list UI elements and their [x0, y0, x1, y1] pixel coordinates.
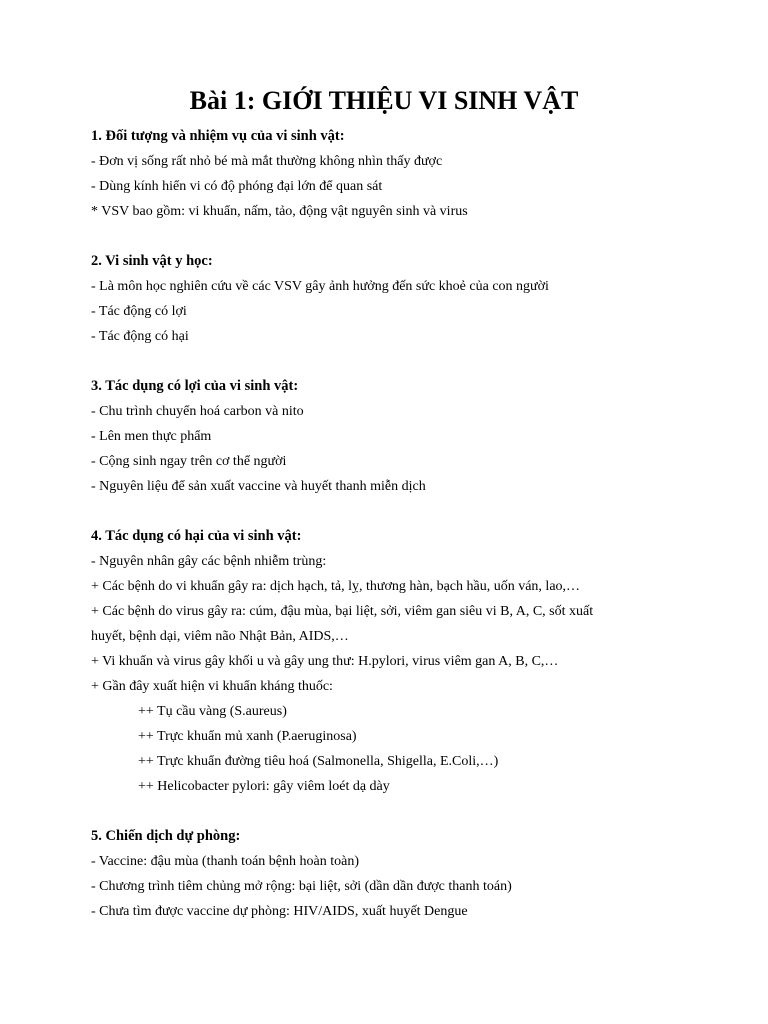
- list-item: - Lên men thực phẩm: [91, 429, 212, 444]
- section-heading: 4. Tác dụng có hại của vi sinh vật:: [91, 528, 302, 544]
- section-heading: 2. Vi sinh vật y học:: [91, 253, 213, 269]
- section-4: [91, 524, 691, 799]
- section-3: [91, 374, 691, 499]
- list-item: - Tác động có lợi: [91, 304, 187, 319]
- sub-list-item: ++ Trực khuẩn đường tiêu hoá (Salmonella, Shigella, E.Coli,…): [138, 754, 499, 769]
- list-item: + Các bệnh do vi khuẩn gây ra: dịch hạch, tả, lỵ, thương hàn, bạch hầu, uốn ván, lao,…: [91, 579, 581, 594]
- list-item: - Chu trình chuyển hoá carbon và nito: [91, 404, 304, 419]
- list-item: - Nguyên nhân gây các bệnh nhiễm trùng:: [91, 554, 327, 569]
- section-heading: 1. Đối tượng và nhiệm vụ của vi sinh vật:: [91, 128, 345, 144]
- sub-list-item: ++ Trực khuẩn mủ xanh (P.aeruginosa): [138, 729, 357, 744]
- list-item: - Nguyên liệu để sản xuất vaccine và huyết thanh miễn dịch: [91, 479, 426, 494]
- list-item: - Đơn vị sống rất nhỏ bé mà mắt thường không nhìn thấy được: [91, 154, 443, 169]
- list-item: - Cộng sinh ngay trên cơ thể người: [91, 454, 287, 469]
- list-item: + Gần đây xuất hiện vi khuẩn kháng thuốc:: [91, 679, 333, 694]
- list-item: - Vaccine: đậu mùa (thanh toán bệnh hoàn toàn): [91, 854, 359, 869]
- section-2: [91, 249, 691, 349]
- sub-list-item: ++ Helicobacter pylori: gây viêm loét dạ dày: [138, 779, 390, 794]
- list-item: + Vi khuẩn và virus gây khối u và gây ung thư: H.pylori, virus viêm gan A, B, C,…: [91, 654, 559, 669]
- list-item: - Là môn học nghiên cứu về các VSV gây ảnh hưởng đến sức khoẻ của con người: [91, 279, 549, 294]
- list-item: * VSV bao gồm: vi khuẩn, nấm, tảo, động vật nguyên sinh và virus: [91, 204, 468, 219]
- section-heading: 5. Chiến dịch dự phòng:: [91, 828, 241, 844]
- section-heading: 3. Tác dụng có lợi của vi sinh vật:: [91, 378, 299, 394]
- list-item: - Chưa tìm được vaccine dự phòng: HIV/AIDS, xuất huyết Dengue: [91, 904, 468, 919]
- section-5: [91, 824, 691, 924]
- section-1: [91, 124, 691, 224]
- sub-list-item: ++ Tụ cầu vàng (S.aureus): [138, 704, 287, 719]
- list-item: - Chương trình tiêm chủng mở rộng: bại liệt, sởi (dần dần được thanh toán): [91, 879, 512, 894]
- document-body: [91, 124, 691, 949]
- list-item: - Dùng kính hiển vi có độ phóng đại lớn để quan sát: [91, 179, 383, 194]
- page-title: Bài 1: GIỚI THIỆU VI SINH VẬT: [189, 86, 579, 115]
- list-item: + Các bệnh do virus gây ra: cúm, đậu mùa, bại liệt, sởi, viêm gan siêu vi B, A, C, sốt xuất: [91, 604, 594, 619]
- list-item-continuation: huyết, bệnh dại, viêm não Nhật Bản, AIDS,…: [91, 629, 349, 644]
- list-item: - Tác động có hại: [91, 329, 189, 344]
